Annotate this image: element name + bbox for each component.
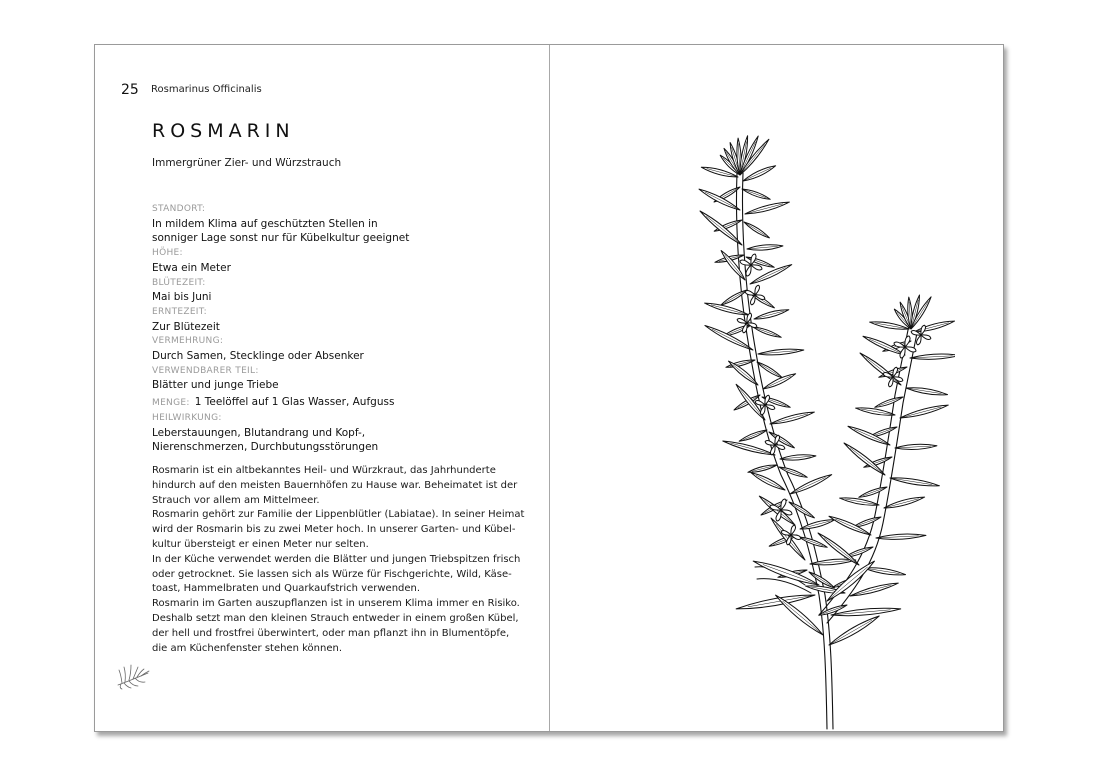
fact-menge — [152, 393, 452, 411]
body-line: wird der Rosmarin bis zu zwei Meter hoch. In unserer Garten- und Kübel- — [152, 524, 516, 536]
fact-value-standort-1: In mildem Klima auf geschützten Stellen in — [152, 217, 378, 230]
fact-label-menge: MENGE: — [152, 398, 190, 409]
body-line: Rosmarin im Garten auszupflanzen ist in unserem Klima immer en Risiko. — [152, 598, 520, 610]
fact-value-menge: 1 Teelöffel auf 1 Glas Wasser, Aufguss — [194, 396, 395, 409]
right-page — [550, 45, 1003, 731]
body-line: hindurch auf den meisten Bauernhöfen zu Hause war. Beheimatet ist der — [152, 479, 518, 491]
fact-label-vermehrung: VERMEHRUNG: — [152, 336, 224, 347]
body-line: kultur übersteigt er einen Meter nur selten. — [152, 538, 369, 550]
left-page — [95, 45, 549, 731]
fact-label-bluetezeit: BLÜTEZEIT: — [152, 277, 206, 288]
fact-list — [152, 202, 452, 455]
fact-value-verwendbarer-teil: Blätter und junge Triebe — [152, 379, 279, 392]
running-head: Rosmarinus Officinalis — [151, 84, 262, 95]
rosemary-plant-illustration — [605, 115, 955, 731]
fact-label-heilwirkung: HEILWIRKUNG: — [152, 412, 222, 423]
fact-value-vermehrung: Durch Samen, Stecklinge oder Absenker — [152, 350, 364, 363]
body-line: Deshalb setzt man den kleinen Strauch entweder in einem großen Kübel, — [152, 612, 519, 624]
fact-label-standort: STANDORT: — [152, 204, 206, 214]
body-line: Rosmarin gehört zur Familie der Lippenblütler (Labiatae). In seiner Heimat — [152, 509, 525, 521]
fact-value-hoehe: Etwa ein Meter — [152, 261, 231, 274]
body-line: die am Küchenfenster stehen können. — [152, 642, 342, 654]
fact-value-standort-2: sonniger Lage sonst nur für Kübelkultur geeignet — [152, 232, 410, 245]
body-line: oder getrocknet. Sie lassen sich als Würze für Fischgerichte, Wild, Käse- — [152, 568, 512, 580]
fact-label-verwendbarer-teil: VERWENDBARER TEIL: — [152, 365, 259, 376]
body-line: Strauch vor allem am Mittelmeer. — [152, 494, 320, 506]
page-number: 25 — [121, 82, 139, 98]
fact-value-heilwirkung-2: Nierenschmerzen, Durchbutungsstörungen — [152, 441, 379, 454]
body-line: toast, Hammelbraten und Quarkaufstrich verwenden. — [152, 583, 421, 595]
fact-value-heilwirkung-1: Leberstauungen, Blutandrang und Kopf-, — [152, 426, 366, 439]
body-line: Rosmarin ist ein altbekanntes Heil- und Würzkraut, das Jahrhunderte — [152, 465, 496, 476]
page-subtitle: Immergrüner Zier- und Würzstrauch — [152, 157, 342, 169]
fact-label-hoehe: HÖHE: — [152, 248, 183, 259]
body-text — [152, 464, 525, 656]
fact-label-erntezeit: ERNTEZEIT: — [152, 306, 207, 317]
leaf-ornament-icon — [115, 661, 151, 691]
fact-value-erntezeit: Zur Blütezeit — [152, 320, 220, 333]
book-spread — [94, 44, 1004, 732]
body-line: der hell und frostfrei überwintert, oder man pflanzt ihn in Blumentöpfe, — [152, 627, 510, 639]
body-line: In der Küche verwendet werden die Blätter und jungen Triebspitzen frisch — [152, 553, 521, 565]
page-title: ROSMARIN — [152, 120, 295, 142]
fact-value-bluetezeit: Mai bis Juni — [152, 291, 212, 304]
